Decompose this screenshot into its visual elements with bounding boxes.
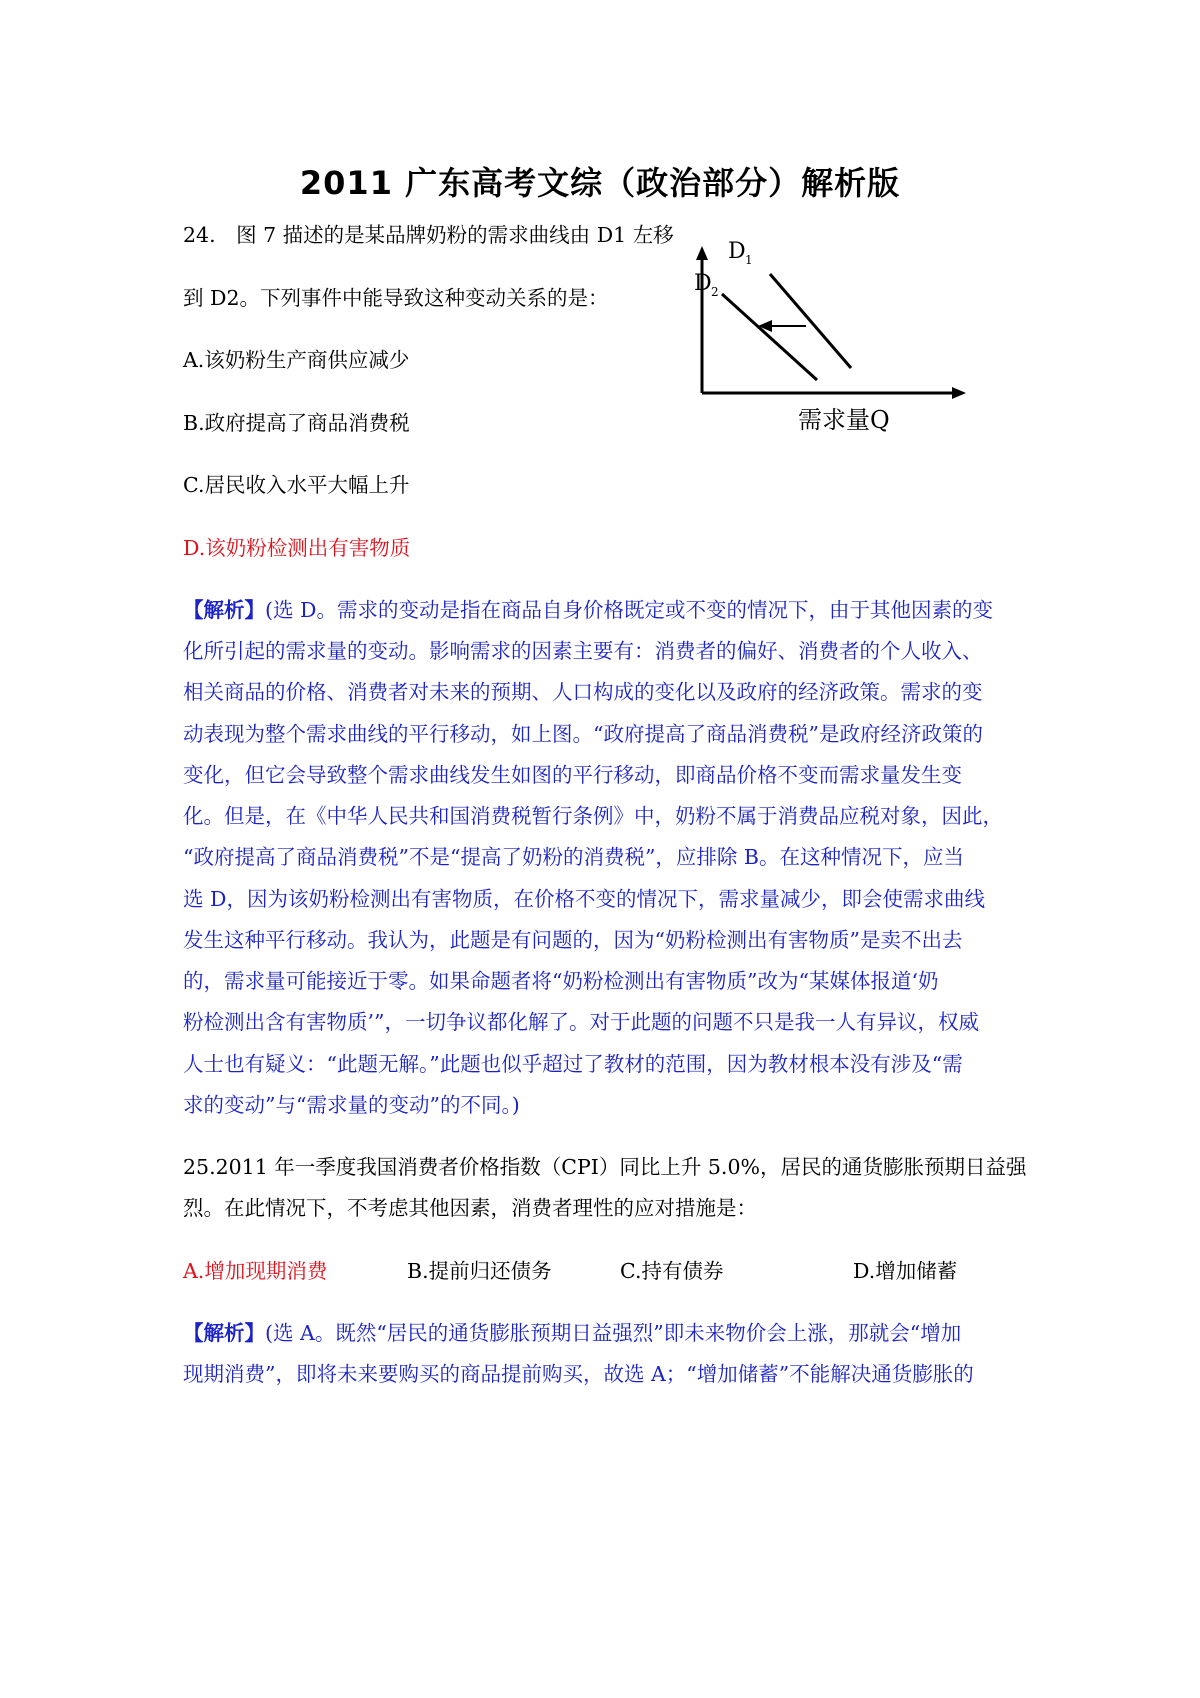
q24-analysis-line-12: 人士也有疑义：“此题无解。”此题也似乎超过了教材的范围，因为教材根本没有涉及“需 <box>183 1052 963 1076</box>
q25-stem-line-2: 烈。在此情况下，不考虑其他因素，消费者理性的应对措施是： <box>183 1196 757 1220</box>
q25-analysis-line-1: 【解析】(选 A。既然“居民的通货膨胀预期日益强烈”即未来物价会上涨，那就会“增加 <box>183 1321 962 1345</box>
analysis-tag: 【解析】 <box>183 598 265 622</box>
q25-option-a-answer: A.增加现期消费 <box>183 1259 328 1283</box>
q24-option-a: A.该奶粉生产商供应减少 <box>183 348 410 372</box>
q24-analysis-line-9: 发生这种平行移动。我认为，此题是有问题的，因为“奶粉检测出有害物质”是卖不出去 <box>183 928 963 952</box>
q24-analysis-line-7: “政府提高了商品消费税”不是“提高了奶粉的消费税”，应排除 B。在这种情况下，应当 <box>183 845 964 869</box>
q24-option-c: C.居民收入水平大幅上升 <box>183 473 410 497</box>
y-axis-arrow <box>696 246 708 260</box>
q25-analysis-line-2: 现期消费”，即将未来要购买的商品提前购买，故选 A；“增加储蓄”不能解决通货膨胀的 <box>183 1362 974 1386</box>
q24-analysis-line-1: 【解析】(选 D。需求的变动是指在商品自身价格既定或不变的情况下，由于其他因素的变 <box>183 598 993 622</box>
q24-stem-line-2: 到 D2。下列事件中能导致这种变动关系的是： <box>183 286 609 310</box>
analysis-tag: 【解析】 <box>183 1321 265 1345</box>
q24-analysis-line-8: 选 D，因为该奶粉检测出有害物质，在价格不变的情况下，需求量减少，即会使需求曲线 <box>183 887 985 911</box>
q24-stem-line-1: 24. 图 7 描述的是某品牌奶粉的需求曲线由 D1 左移 <box>183 223 674 247</box>
demand-curve-d2 <box>722 294 817 380</box>
q25-stem-line-1: 25.2011 年一季度我国消费者价格指数（CPI）同比上升 5.0%，居民的通货膨胀预期日益强 <box>183 1155 1027 1179</box>
demand-curve-d1 <box>770 274 851 368</box>
q24-option-d-answer: D.该奶粉检测出有害物质 <box>183 536 411 560</box>
d2-subscript: 2 <box>711 285 719 299</box>
d1-label: D <box>728 240 746 264</box>
x-axis-arrow <box>952 387 966 399</box>
q25-option-b: B.提前归还债务 <box>407 1259 552 1283</box>
q24-analysis-line-2: 化所引起的需求量的变动。影响需求的因素主要有：消费者的偏好、消费者的个人收入、 <box>183 639 983 663</box>
page-title: 2011 广东高考文综（政治部分）解析版 <box>299 164 901 202</box>
q24-analysis-line-13: 求的变动”与“需求量的变动”的不同。) <box>183 1093 520 1117</box>
q24-analysis-line-4: 动表现为整个需求曲线的平行移动，如上图。“政府提高了商品消费税”是政府经济政策的 <box>183 722 983 746</box>
q24-analysis-line-5: 变化，但它会导致整个需求曲线发生如图的平行移动，即商品价格不变而需求量发生变 <box>183 763 962 787</box>
x-axis-label: 需求量Q <box>798 406 890 434</box>
d2-label: D <box>694 271 712 296</box>
d1-subscript: 1 <box>745 253 753 267</box>
q25-option-c: C.持有债券 <box>620 1259 724 1283</box>
q24-option-b: B.政府提高了商品消费税 <box>183 411 410 435</box>
q24-analysis-line-10: 的，需求量可能接近于零。如果命题者将“奶粉检测出有害物质”改为“某媒体报道‘奶 <box>183 969 939 993</box>
demand-curve-figure <box>690 240 990 470</box>
q24-analysis-line-6: 化。但是，在《中华人民共和国消费税暂行条例》中，奶粉不属于消费品应税对象，因此， <box>183 804 1003 828</box>
q24-analysis-line-3: 相关商品的价格、消费者对未来的预期、人口构成的变化以及政府的经济政策。需求的变 <box>183 680 983 704</box>
q24-analysis-line-11: 粉检测出含有害物质’”，一切争议都化解了。对于此题的问题不只是我一人有异议，权威 <box>183 1010 979 1034</box>
q25-option-d: D.增加储蓄 <box>853 1259 958 1283</box>
